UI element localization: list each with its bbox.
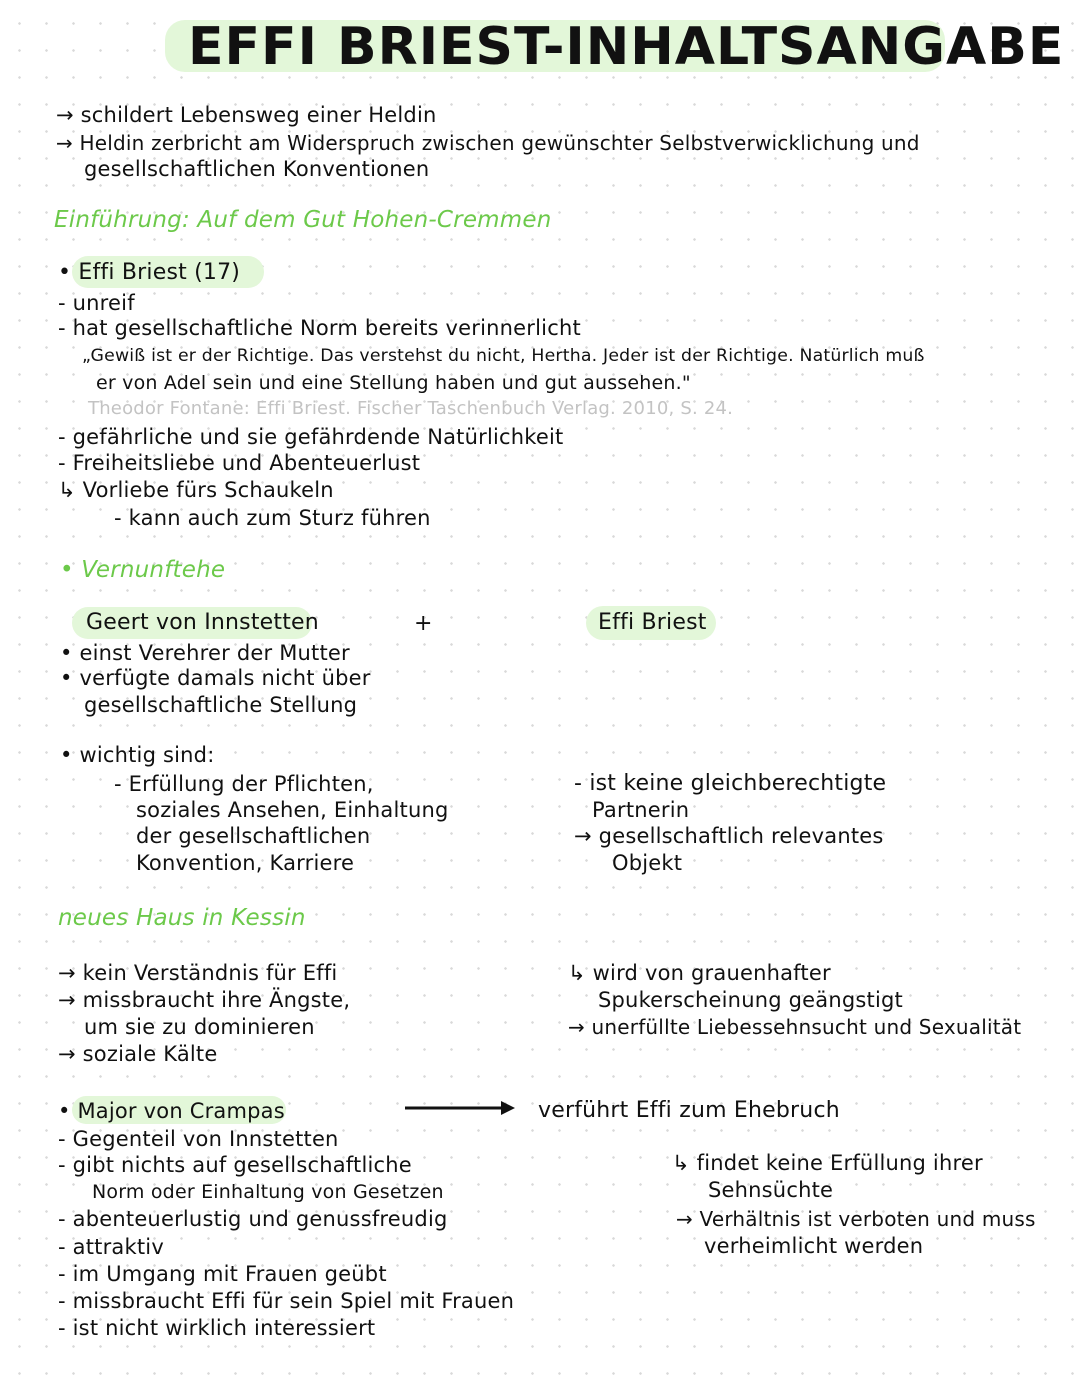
list-item: → missbraucht ihre Ängste, xyxy=(58,988,351,1012)
list-item: Konvention, Karriere xyxy=(136,851,355,875)
list-item: - Erfüllung der Pflichten, xyxy=(114,772,374,796)
arrow-right-icon xyxy=(405,1100,515,1116)
list-item: - attraktiv xyxy=(58,1235,164,1259)
list-item: - Gegenteil von Innstetten xyxy=(58,1127,339,1151)
section-heading-marriage: • Vernunftehe xyxy=(60,557,226,583)
crampas-action: verführt Effi zum Ehebruch xyxy=(538,1098,840,1123)
list-item: Sehnsüchte xyxy=(708,1178,834,1202)
list-item: ↳ wird von grauenhafter xyxy=(568,961,831,985)
intro-line: gesellschaftlichen Konventionen xyxy=(84,157,430,181)
list-item: → soziale Kälte xyxy=(58,1042,218,1066)
citation: Theodor Fontane: Effi Briest. Fischer Taschenbuch Verlag. 2010, S. 24. xyxy=(88,398,734,419)
section-heading-kessin: neues Haus in Kessin xyxy=(58,905,306,931)
list-item: → kein Verständnis für Effi xyxy=(58,961,338,985)
list-item: → Verhältnis ist verboten und muss xyxy=(676,1207,1036,1231)
list-item: • wichtig sind: xyxy=(60,743,215,767)
list-item: ↳ findet keine Erfüllung ihrer xyxy=(672,1151,983,1175)
intro-line: → Heldin zerbricht am Widerspruch zwischen gewünschter Selbstverwicklichung und xyxy=(56,131,920,155)
list-item: Objekt xyxy=(612,851,683,875)
list-item: Spukerscheinung geängstigt xyxy=(598,988,903,1012)
list-item: verheimlicht werden xyxy=(704,1234,924,1258)
list-item: - ist keine gleichberechtigte xyxy=(574,771,887,796)
list-item: Norm oder Einhaltung von Gesetzen xyxy=(92,1181,444,1203)
list-item: - ist nicht wirklich interessiert xyxy=(58,1316,376,1340)
list-item: gesellschaftliche Stellung xyxy=(84,693,358,717)
plus-sign: + xyxy=(414,611,433,636)
name-innstetten: Geert von Innstetten xyxy=(86,610,319,635)
list-item: Partnerin xyxy=(592,798,690,822)
list-item: - im Umgang mit Frauen geübt xyxy=(58,1262,387,1286)
list-item: • einst Verehrer der Mutter xyxy=(60,641,350,665)
intro-line: → schildert Lebensweg einer Heldin xyxy=(56,103,437,127)
list-item: - kann auch zum Sturz führen xyxy=(114,506,431,530)
list-item: - hat gesellschaftliche Norm bereits verinnerlicht xyxy=(58,316,581,340)
quote-line: er von Adel sein und eine Stellung haben und gut aussehen." xyxy=(96,372,691,394)
list-item: - gibt nichts auf gesellschaftliche xyxy=(58,1153,412,1177)
section-heading-introduction: Einführung: Auf dem Gut Hohen-Cremmen xyxy=(54,207,552,233)
list-item: - unreif xyxy=(58,291,135,315)
bullet-effi: • Effi Briest (17) xyxy=(58,260,241,285)
list-item: der gesellschaftlichen xyxy=(136,824,371,848)
list-item: - missbraucht Effi für sein Spiel mit Frauen xyxy=(58,1289,515,1313)
list-item: um sie zu dominieren xyxy=(84,1015,315,1039)
list-item: → unerfüllte Liebessehnsucht und Sexualität xyxy=(568,1015,1022,1039)
list-item: • verfügte damals nicht über xyxy=(60,666,371,690)
list-item: → gesellschaftlich relevantes xyxy=(574,824,884,848)
bullet-crampas: • Major von Crampas xyxy=(58,1099,285,1123)
name-effi: Effi Briest xyxy=(598,610,707,635)
quote-line: „Gewiß ist er der Richtige. Das verstehst du nicht, Hertha. Jeder ist der Richtige. Natürlich muß xyxy=(82,346,925,366)
page-title: EFFI BRIEST-INHALTSANGABE xyxy=(188,17,1065,77)
list-item: - Freiheitsliebe und Abenteuerlust xyxy=(58,451,421,475)
list-item: ↳ Vorliebe fürs Schaukeln xyxy=(58,478,334,502)
list-item: soziales Ansehen, Einhaltung xyxy=(136,798,449,822)
list-item: - gefährliche und sie gefährdende Natürlichkeit xyxy=(58,425,564,449)
list-item: - abenteuerlustig und genussfreudig xyxy=(58,1207,448,1231)
